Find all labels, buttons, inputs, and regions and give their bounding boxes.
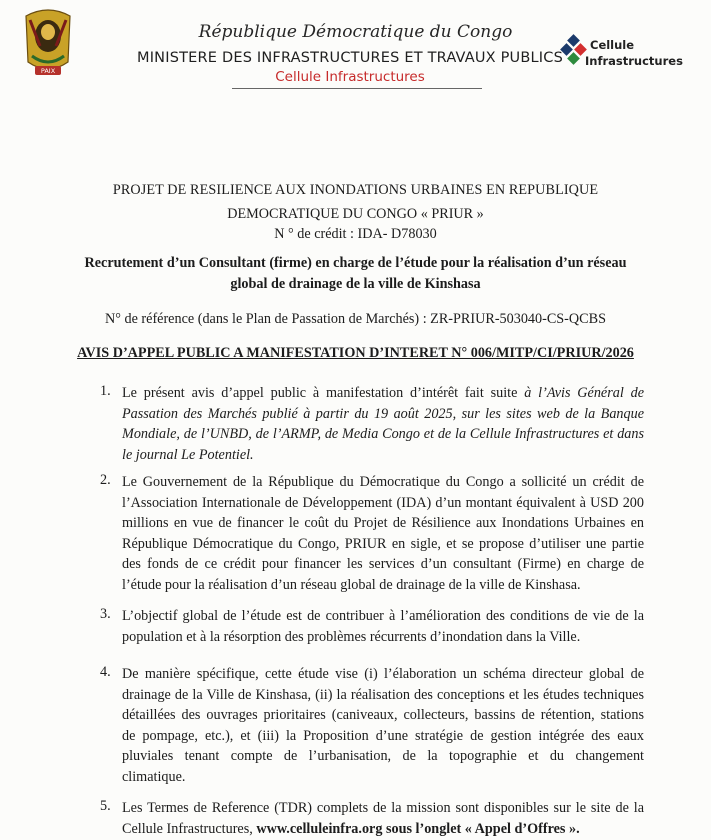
- logo-text-infrastructures: Infrastructures: [585, 54, 683, 68]
- paragraph-line: population et à la résorption des problèmes récurrents d’inondation dans la Ville.: [122, 628, 581, 645]
- paragraph-line: climatique.: [122, 768, 186, 785]
- logo-text-cellule: Cellule: [590, 38, 635, 52]
- project-title-line2: DEMOCRATIQUE DU CONGO « PRIUR »: [227, 206, 484, 222]
- ministry-name: MINISTERE DES INFRASTRUCTURES ET TRAVAUX PUBLICS: [136, 50, 563, 66]
- paragraph-line: l’Association Internationale de Développement (IDA) d’un montant équivalent à USD 200: [122, 494, 644, 511]
- paragraph-line: pluviales tenant compte de l’urbanisation, de la topographie et du changement: [122, 748, 644, 764]
- italic-span: à l’Avis Général de: [524, 385, 644, 401]
- notice-title: AVIS D’APPEL PUBLIC A MANIFESTATION D’INTERET N° 006/MITP/CI/PRIUR/2026: [77, 345, 634, 361]
- paragraph-line: [122, 819, 644, 840]
- item-paragraph-1: [122, 383, 644, 465]
- paragraph-line: le journal Le Potentiel.: [122, 446, 254, 463]
- item-number: 1.: [100, 383, 111, 399]
- paragraph-line: Mondiale, de l’UNBD, de l’ARMP, de Media Congo et de la Cellule Infrastructures et dans: [122, 426, 644, 442]
- country-name: République Démocratique du Congo: [198, 22, 513, 42]
- credit-number: N ° de crédit : IDA- D78030: [274, 226, 437, 242]
- item-number: 4.: [100, 664, 111, 680]
- project-title-line1: PROJET DE RESILIENCE AUX INONDATIONS URBAINES EN REPUBLIQUE: [112, 182, 599, 198]
- reference-number: N° de référence (dans le Plan de Passation de Marchés) : ZR-PRIUR-503040-CS-QCBS: [105, 311, 606, 327]
- item-paragraph-5: [122, 798, 644, 839]
- item-paragraph-4: [122, 664, 644, 787]
- paragraph-line: [122, 383, 644, 404]
- text-span: Le présent avis d’appel public à manifestation d’intérêt fait suite: [122, 385, 525, 401]
- item-number: 2.: [100, 472, 111, 488]
- paragraph-line: République Démocratique du Congo, PRIUR en sigle, et se propose d’utiliser une partie: [122, 535, 644, 552]
- paragraph-line: Les Termes de Reference (TDR) complets de la mission sont disponibles sur le site de la: [122, 800, 644, 816]
- recruitment-title-line2: global de drainage de la ville de Kinshasa: [230, 276, 481, 292]
- unit-name: Cellule Infrastructures: [275, 69, 425, 85]
- header-divider: [232, 88, 482, 89]
- paragraph-line: Le Gouvernement de la République du Démocratique du Congo a sollicité un crédit de: [122, 474, 644, 490]
- paragraph-line: De manière spécifique, cette étude vise (i) l’élaboration un schéma directeur global de: [122, 666, 644, 682]
- paragraph-line: Passation des Marchés publié à partir du 19 août 2025, sur les sites web de la Banque: [122, 405, 644, 422]
- website-link[interactable]: www.celluleinfra.org sous l’onglet « Appel d’Offres ».: [256, 820, 580, 837]
- emblem-motto: PAIX: [40, 67, 56, 75]
- item-number: 3.: [100, 606, 111, 622]
- paragraph-line: des fonds de ce crédit pour financer les services d’un consultant (Firme) en charge de: [122, 556, 644, 572]
- coat-of-arms-emblem: [18, 6, 78, 86]
- paragraph-line: L’objectif global de l’étude est de contribuer à l’amélioration des conditions de vie de la: [122, 608, 644, 624]
- item-paragraph-2: [122, 472, 644, 595]
- paragraph-line: l’étude pour la réalisation d’un réseau global de drainage de la ville de Kinshasa.: [122, 576, 581, 593]
- paragraph-line: détaillées des ouvrages prioritaires (caniveaux, collecteurs, bassins de rétention, stations: [122, 707, 644, 723]
- text-span: Cellule Infrastructures,: [122, 820, 257, 837]
- item-number: 5.: [100, 798, 111, 814]
- item-paragraph-3: [122, 606, 644, 647]
- paragraph-line: de pompage, etc.), et (iii) la Proposition d’une stratégie de gestion intégrée des eaux: [122, 727, 644, 744]
- paragraph-line: drainage de la Ville de Kinshasa, (ii) la réalisation des conceptions et les études techniques: [122, 686, 644, 703]
- paragraph-line: millions en vue de financer le coût du Projet de Résilience aux Inondations Urbaines en: [122, 515, 644, 531]
- recruitment-title-line1: Recrutement d’un Consultant (firme) en charge de l’étude pour la réalisation d’un réseau: [84, 255, 627, 271]
